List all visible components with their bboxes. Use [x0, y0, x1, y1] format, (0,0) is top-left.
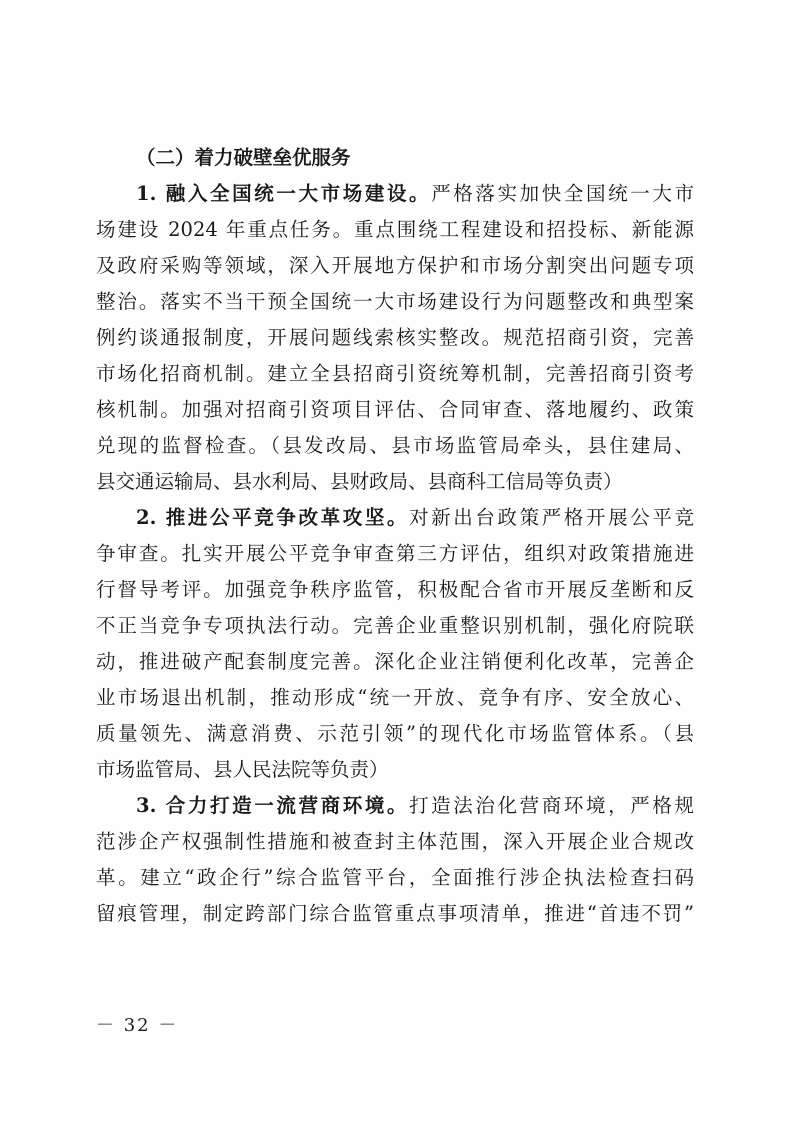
item-1-line: 县交通运输局、县水利局、县财政局、县商科工信局等负责） [96, 470, 623, 493]
item-1-line: 核机制。加强对招商引资项目评估、合同审查、落地履约、政策 [96, 398, 694, 421]
item-2-first-line-text: 对新出台政策严格开展公平竞 [409, 506, 694, 529]
item-3 [96, 788, 694, 932]
item-2-line: 质量领先、满意消费、示范引领”的现代化市场监管体系。（县 [96, 722, 694, 745]
item-2-title: 2. 推进公平竞争改革攻坚。 [136, 506, 410, 529]
item-1-line: 市场化招商机制。建立全县招商引资统筹机制，完善招商引资考 [96, 362, 694, 385]
item-1-line: 例约谈通报制度，开展问题线索核实整改。规范招商引资，完善 [96, 326, 694, 349]
item-2-line: 业市场退出机制，推动形成“统一开放、竞争有序、安全放心、 [96, 686, 694, 709]
item-3-line: 范涉企产权强制性措施和被查封主体范围，深入开展企业合规改 [96, 830, 694, 853]
item-1 [96, 176, 694, 500]
item-2-line: 争审查。扎实开展公平竞争审查第三方评估，组织对政策措施进 [96, 542, 694, 565]
item-1-line: 兑现的监督检查。（县发改局、县市场监管局牵头，县住建局、 [96, 434, 694, 457]
item-3-line: 革。建立“政企行”综合监管平台，全面推行涉企执法检查扫码 [96, 866, 694, 889]
item-2-line: 不正当竞争专项执法行动。完善企业重整识别机制，强化府院联 [96, 614, 694, 637]
item-2-line: 市场监管局、县人民法院等负责） [96, 758, 389, 781]
section-heading: （二）着力破壁垒优服务 [136, 146, 351, 169]
page-number: － 32 － [96, 1015, 179, 1036]
item-3-title: 3. 合力打造一流营商环境。 [136, 794, 410, 817]
item-1-first-line-text: 严格落实加快全国统一大市 [431, 182, 694, 205]
item-1-first-line [96, 176, 694, 212]
item-3-first-line [96, 788, 694, 824]
item-1-line: 及政府采购等领域，深入开展地方保护和市场分割突出问题专项 [96, 254, 694, 277]
item-2-line: 动，推进破产配套制度完善。深化企业注销便利化改革，完善企 [96, 650, 694, 673]
item-3-line: 留痕管理，制定跨部门综合监管重点事项清单，推进“首违不罚” [96, 902, 694, 925]
item-1-title: 1. 融入全国统一大市场建设。 [136, 182, 432, 205]
item-3-first-line-text: 打造法治化营商环境，严格规 [409, 794, 694, 817]
item-1-line: 场建设 2024 年重点任务。重点围绕工程建设和招投标、新能源 [96, 218, 694, 241]
item-2 [96, 500, 694, 788]
item-1-line: 整治。落实不当干预全国统一大市场建设行为问题整改和典型案 [96, 290, 694, 313]
item-2-line: 行督导考评。加强竞争秩序监管，积极配合省市开展反垄断和反 [96, 578, 694, 601]
item-2-first-line [96, 500, 694, 536]
document-body [96, 140, 694, 932]
